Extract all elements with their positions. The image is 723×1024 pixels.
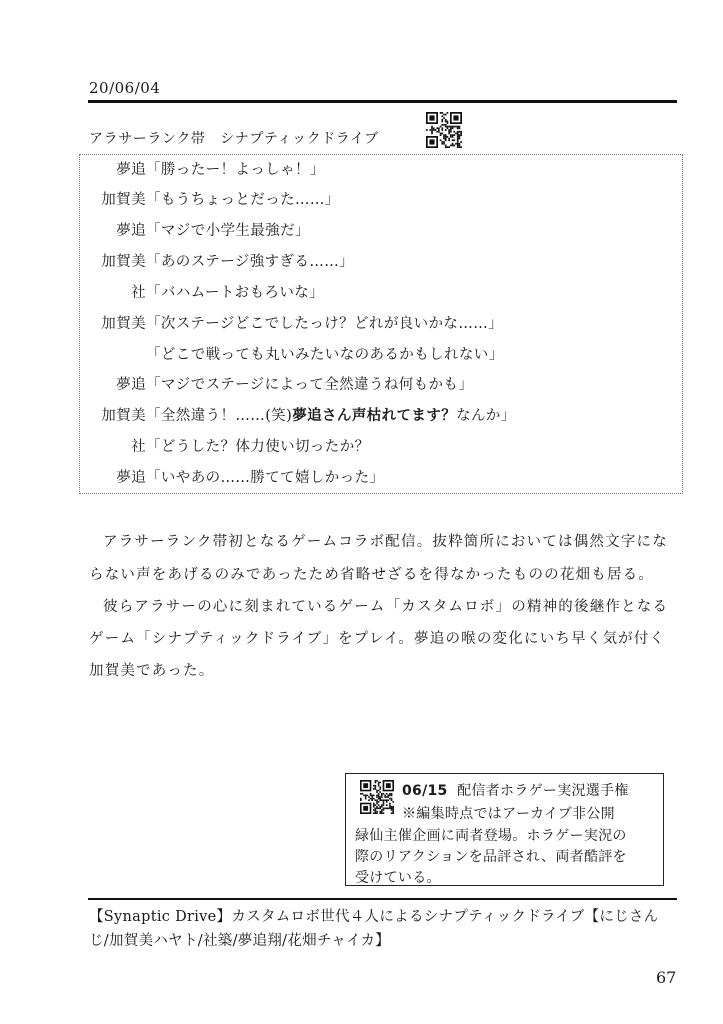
transcript-line: 夢追「いやあの……勝てて嬉しかった」 [89, 466, 384, 487]
speaker-name: 社 [131, 439, 146, 455]
transcript-line: 夢追「勝ったー！よっしゃ！」 [89, 158, 325, 179]
speaker-name: 加賀美 [101, 316, 146, 332]
speaker-name: 夢追 [116, 377, 146, 393]
note-date: 06/15 [402, 783, 448, 799]
speaker-name: 加賀美 [101, 254, 146, 270]
transcript-line: 夢追「マジでステージによって全然違うね何もかも」 [89, 373, 473, 394]
transcript-line: 加賀美「全然違う！……(笑)夢追さん声枯れてます？なんか」 [89, 404, 516, 425]
transcript-line: 社「どうした？体力使い切ったか？ [89, 435, 370, 456]
source-title-line: 【Synaptic Drive】カスタムロボ世代４人によるシナプティックドライブ【にじさん [89, 909, 659, 925]
note-line: 際のリアクションを品評され、両者酷評を [355, 849, 627, 865]
transcript-line: 社「バハムートおもろいな」 [89, 281, 324, 302]
section-title: アラサーランク帯 シナプティックドライブ [89, 131, 379, 147]
page-number: 67 [656, 968, 677, 987]
header-rule [88, 100, 677, 103]
qr-code-icon [360, 780, 394, 814]
speaker-name: 加賀美 [101, 408, 146, 424]
note-line: 緑仙主催企画に両者登場。ホラゲー実況の [355, 828, 627, 844]
note-line: 受けている。 [355, 870, 441, 886]
note-line: ※編集時点ではアーカイブ非公開 [402, 806, 615, 822]
body-paragraph-line: ゲーム「シナプティックドライブ」をプレイ。夢追の喉の変化にいち早く気が付く [89, 631, 666, 647]
transcript-line: 加賀美「もうちょっとだった……」 [89, 188, 340, 209]
source-title-line: じ/加賀美ハヤト/社築/夢追翔/花畑チャイカ】 [89, 933, 391, 949]
note-title: 配信者ホラゲー実況選手権 [457, 783, 629, 799]
body-paragraph-line: アラサーランク帯初となるゲームコラボ配信。抜粋箇所においては偶然文字にな [103, 534, 668, 550]
note-heading [402, 780, 629, 800]
speaker-name: 社 [131, 285, 146, 301]
transcript-line: 加賀美「次ステージどこでしたっけ？どれが良いかな……」 [89, 312, 503, 333]
speaker-name: 夢追 [116, 470, 146, 486]
transcript-line: 加賀美「あのステージ強すぎる……」 [89, 250, 354, 271]
speaker-name: 夢追 [116, 162, 146, 178]
body-paragraph-line: らない声をあげるのみであったため省略せざるを得なかったものの花畑も居る。 [89, 567, 655, 583]
speaker-name: 加賀美 [101, 192, 146, 208]
qr-code-icon [426, 112, 462, 148]
transcript-line: 「どこで戦っても丸いみたいなのあるかもしれない」 [146, 347, 504, 363]
transcript-box [79, 154, 683, 494]
footer-rule [88, 898, 677, 900]
body-paragraph-line: 加賀美であった。 [89, 663, 215, 679]
body-paragraph-line: 彼らアラサーの心に刻まれているゲーム「カスタムロボ」の精神的後継作となる [103, 599, 669, 615]
speaker-name: 夢追 [116, 223, 146, 239]
transcript-line: 夢追「マジで小学生最強だ」 [89, 219, 310, 240]
date-label: 20/06/04 [89, 79, 161, 97]
